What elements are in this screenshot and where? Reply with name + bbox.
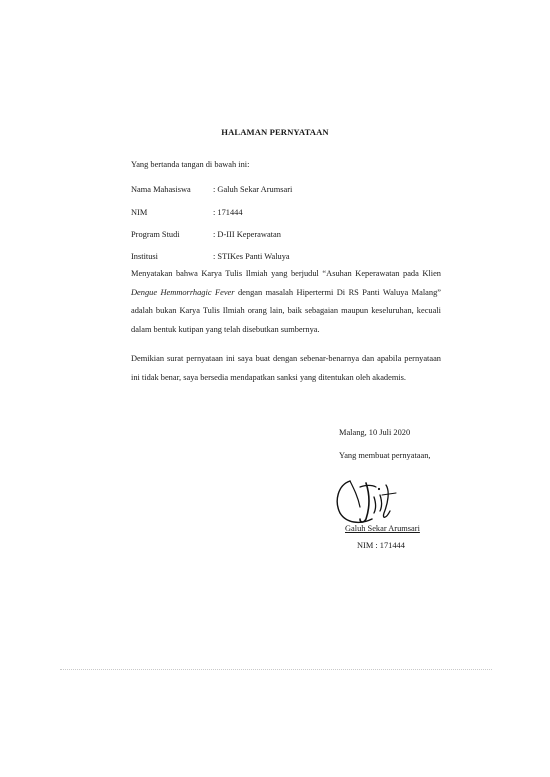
intro-text: Yang bertanda tangan di bawah ini: (131, 160, 250, 169)
closing-line-2: ini tidak benar, saya bersedia mendapatkan sanksi yang ditentukan oleh akademis. (131, 372, 407, 382)
place-date: Malang, 10 Juli 2020 (339, 428, 411, 437)
closing-line-1: Demikian surat pernyataan ini saya buat dengan sebenar-benarnya dan apabila pernyataan (131, 354, 441, 363)
statement-line-2 (131, 284, 441, 303)
statement-italic-title: Dengue Hemmorrhagic Fever (131, 287, 235, 297)
handwritten-signature (330, 473, 410, 529)
field-label-program: Program Studi (131, 230, 180, 239)
field-label-name: Nama Mahasiswa (131, 185, 191, 194)
statement-line-4: dalam bentuk kutipan yang telah disebutkan sumbernya. (131, 324, 320, 334)
field-label-institution: Institusi (131, 252, 158, 261)
field-label-nim: NIM (131, 208, 148, 217)
statement-line-3: adalah bukan Karya Tulis Ilmiah orang lain, baik sebagaian maupun keseluruhan, kecuali (131, 306, 441, 315)
statement-line-1: Menyatakan bahwa Karya Tulis Ilmiah yang berjudul “Asuhan Keperawatan pada Klien (131, 269, 441, 278)
field-value-nim: : 171444 (213, 208, 243, 217)
statement-paragraph (131, 265, 441, 339)
statement-line-2-rest: dengan masalah Hipertermi Di RS Panti Waluya Malang” (234, 287, 441, 297)
page-title: HALAMAN PERNYATAAN (221, 127, 329, 137)
field-value-program: : D-III Keperawatan (213, 230, 281, 239)
footer-divider (60, 669, 492, 670)
signer-name: Galuh Sekar Arumsari (345, 524, 420, 533)
field-value-institution: : STIKes Panti Waluya (213, 252, 290, 261)
signer-nim: NIM : 171444 (357, 541, 405, 550)
maker-label: Yang membuat pernyataan, (339, 451, 431, 460)
closing-paragraph (131, 350, 441, 387)
field-value-name: : Galuh Sekar Arumsari (213, 185, 293, 194)
